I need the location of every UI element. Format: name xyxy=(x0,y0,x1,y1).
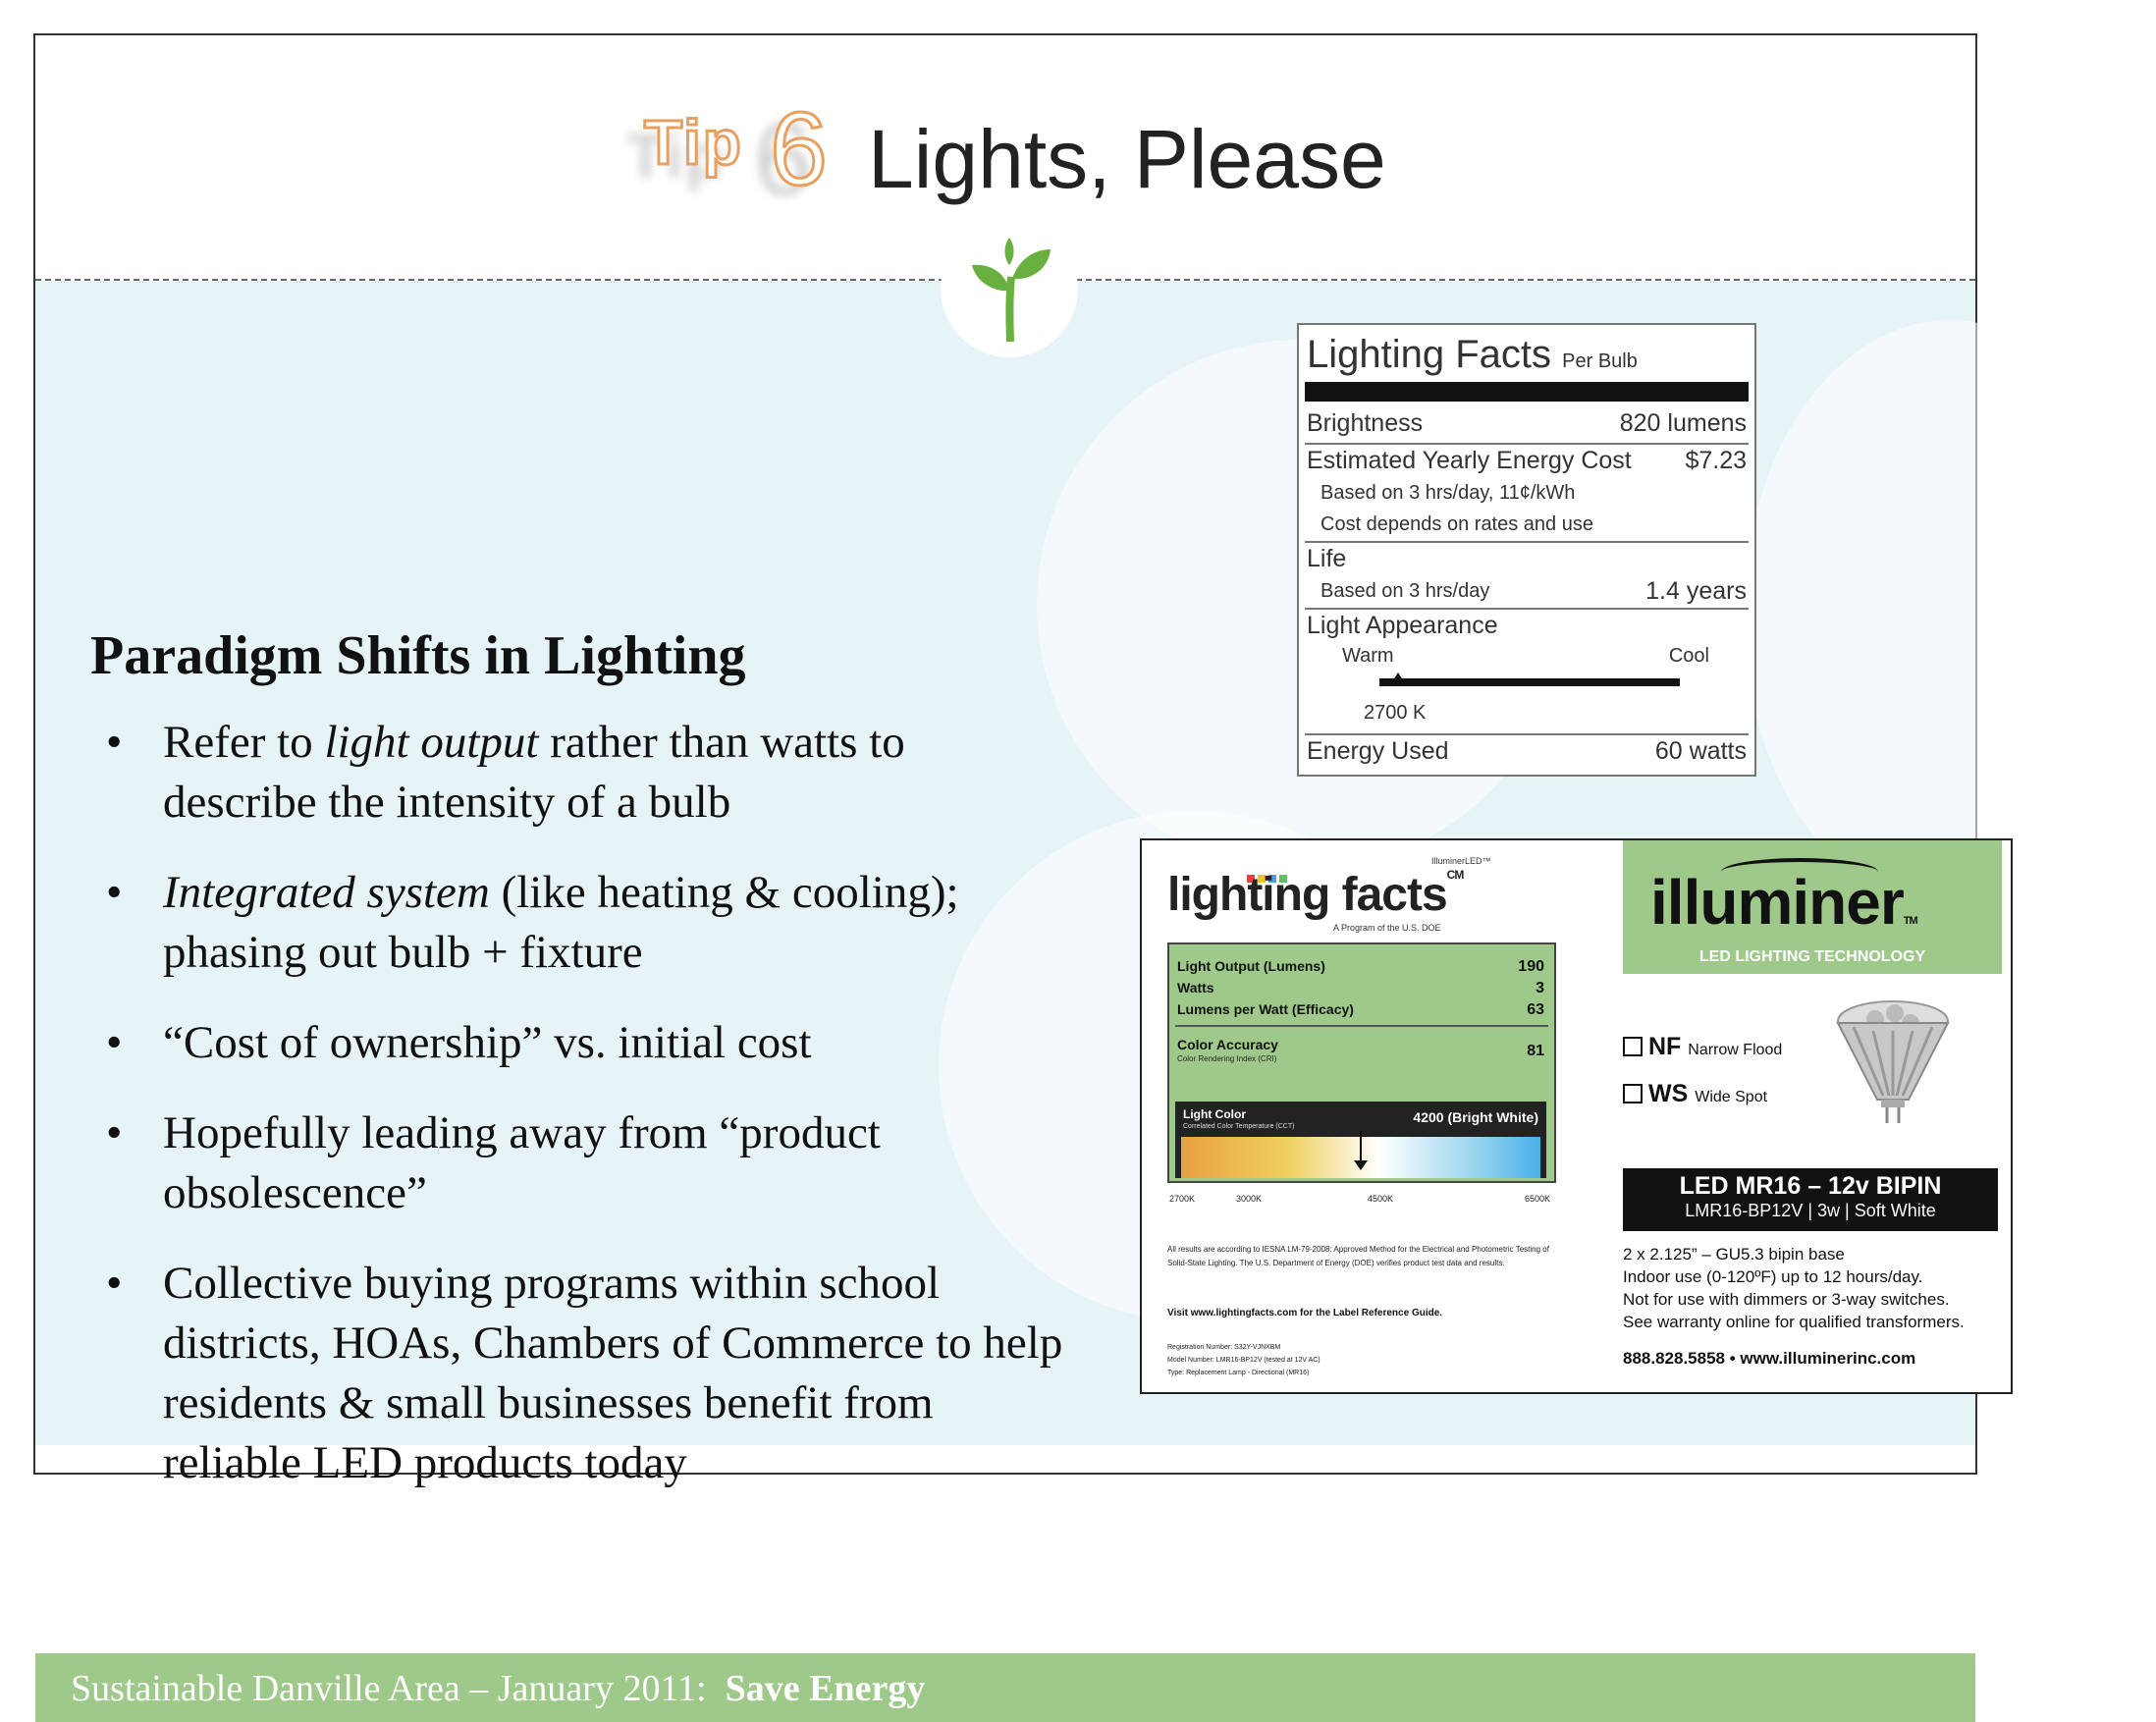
illuminer-logo: illuminerTM xyxy=(1650,867,1917,938)
efficacy-row: Lumens per Watt (Efficacy) 63 xyxy=(1177,1001,1544,1018)
led-bulb-image xyxy=(1834,997,1952,1125)
life-basis-row: Based on 3 hrs/day 1.4 years xyxy=(1321,577,1747,605)
lighting-facts-logo: lighting facts$^{CM}$ xyxy=(1167,868,1464,921)
appearance-scale xyxy=(1379,678,1680,686)
bullet-list xyxy=(84,713,1066,1524)
facts-table xyxy=(1167,942,1556,1183)
registration-info: Registration Number: S32Y-VJNXBM Model Number: LMR16-BP12V (tested at 12V AC) Type: Replacement Lamp - Directional (MR16) xyxy=(1167,1344,1321,1376)
checkbox-icon xyxy=(1623,1084,1643,1103)
tip-word: Tip xyxy=(644,107,743,178)
tip-number: 6 xyxy=(770,91,828,207)
footer-text: Sustainable Danville Area – January 2011: Save Energy xyxy=(71,1668,926,1709)
section-heading: Paradigm Shifts in Lighting xyxy=(90,625,746,686)
contact-info: 888.828.5858 • www.illuminerinc.com xyxy=(1623,1349,1916,1368)
bullet-item: • “Cost of ownership” vs. initial cost xyxy=(106,1017,812,1068)
program-text: A Program of the U.S. DOE xyxy=(1333,923,1441,933)
cost-row: Estimated Yearly Energy Cost $7.23 xyxy=(1307,447,1747,474)
color-accuracy-row: Color Accuracy 81 xyxy=(1177,1037,1544,1059)
label-bar xyxy=(1305,382,1749,402)
option-wide-spot: WS Wide Spot xyxy=(1623,1080,1767,1108)
watts-row: Watts 3 xyxy=(1177,980,1544,996)
appearance-marker xyxy=(1389,673,1407,686)
appearance-value: 2700 K xyxy=(1364,702,1427,724)
checkbox-icon xyxy=(1623,1037,1643,1056)
brightness-row: Brightness 820 lumens xyxy=(1307,409,1747,437)
color-marker-head xyxy=(1354,1160,1368,1170)
life-row: Life xyxy=(1307,545,1347,572)
page-title: Lights, Please xyxy=(868,113,1386,205)
sprout-icon xyxy=(966,236,1054,344)
bullet-item: • Integrated system (like heating & cooling); phasing out bulb + fixture xyxy=(106,867,959,978)
test-note: All results are according to IESNA LM-79-2008: Approved Method for the Electrical and Photometric Testing of Solid-State Lighting. The U.S. Department of Energy (DOE) verifies product test data and results. xyxy=(1167,1245,1549,1267)
appearance-scale-labels: Warm Cool xyxy=(1342,645,1709,667)
decorative-circle xyxy=(1744,320,2156,909)
cost-basis: Based on 3 hrs/day, 11¢/kWh xyxy=(1321,482,1576,504)
energy-row: Energy Used 60 watts xyxy=(1307,737,1747,765)
visit-text: Visit www.lightingfacts.com for the Label Reference Guide. xyxy=(1167,1308,1443,1318)
product-title-box: LED MR16 – 12v BIPIN LMR16-BP12V | 3w | Soft White xyxy=(1623,1168,1998,1231)
bullet-item: • Refer to light output rather than watts to describe the intensity of a bulb xyxy=(106,717,905,828)
lighting-facts-label xyxy=(1297,323,1756,777)
bullet-item: • Collective buying programs within school districts, HOAs, Chambers of Commerce to help residents & small businesses benefit from reliable LED products today xyxy=(106,1258,1063,1488)
illuminer-tagline: LED LIGHTING TECHNOLOGY xyxy=(1698,948,1926,965)
brand-small: IlluminerLED™ xyxy=(1431,856,1491,866)
cri-label: Color Rendering Index (CRI) xyxy=(1177,1054,1277,1063)
appearance-row: Light Appearance xyxy=(1307,612,1498,639)
label-title: Lighting Facts Per Bulb xyxy=(1307,333,1638,376)
cost-note: Cost depends on rates and use xyxy=(1321,513,1593,535)
light-color-box: Light Color Correlated Color Temperature (CCT) 4200 (Bright White) xyxy=(1175,1102,1546,1178)
light-output-row: Light Output (Lumens) 190 xyxy=(1177,958,1544,975)
bullet-item: • Hopefully leading away from “product obsolescence” xyxy=(106,1107,881,1218)
footer-bar xyxy=(35,1653,1975,1722)
option-narrow-flood: NF Narrow Flood xyxy=(1623,1033,1782,1061)
product-description: 2 x 2.125” – GU5.3 bipin base Indoor use (0-120ºF) up to 12 hours/day. Not for use with dimmers or 3-way switches. See warranty online for qualified transformers. xyxy=(1623,1245,1965,1331)
led-product-label: IlluminerLED™ lighting facts$^{CM}$ A Program of the U.S. DOE Light Output (Lumens) 190 Watts 3 Lumens per Watt (Efficacy) 63 Color Accuracy 81 Color Rendering Index (CRI) Light Color Correlated Color Temperature (CCT) 4200 (Bright White) Warm White Bright White Daylight 2700K 3000K 4500K 6500K All results are according to IESNA LM-79-2008: Approved Method for the Electrical and Photometric Testing of Solid-State Lighting. The U.S. Department of Energy (DOE) verifies product test data and results. Visit www.lightingfacts.com for the Label Reference Guide. Registration Number: S32Y-VJNXBM Model Number: LMR16-BP12V (tested at 12V AC) Type: Replacement Lamp - Directional (MR16) illuminerTM LED LIGHTING TECHNOLOGY NF Narrow Flood WS Wide Spot LED MR16 – 12v BIPIN LMR16-BP12V | 3w | Soft White 2 x 2.125” – GU5.3 bipin base Indoor use (0-120ºF) up to 12 hours/day. Not for use with dimmers or 3-way switches. See warranty online for qualified transformers. 888.828.5858 • www.illuminerinc.com xyxy=(1140,838,2013,1394)
slide xyxy=(33,33,1977,1709)
